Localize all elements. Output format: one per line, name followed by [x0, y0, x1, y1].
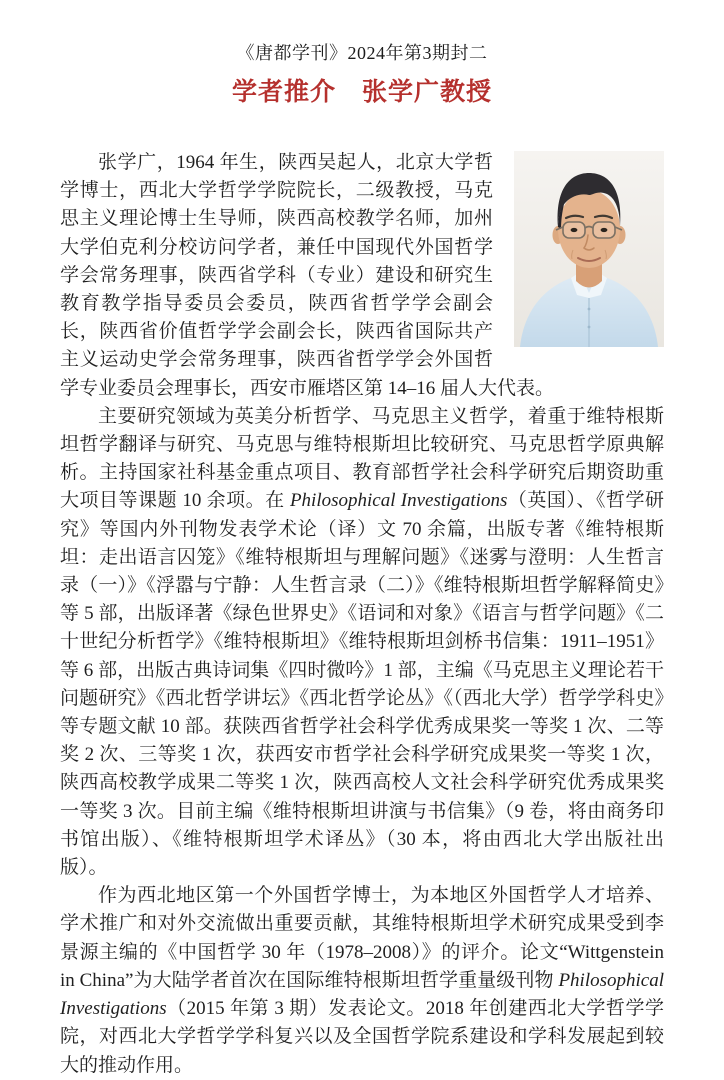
journal-name-italic: Philosophical Investigations: [289, 490, 508, 512]
text-run: 主要研究领域为英美分析哲学、马克思主义哲学，着重于维特根斯坦哲学翻译与研究、马克思与维特根斯坦比较研究、马克思哲学原典解析。主持国家社科基金重点项目、教育部哲学社会科学研究后期资助重大项目等课题 10 余项。在: [60, 405, 664, 512]
text-run: （英国）、《哲学研究》等国内外刊物发表学术论（译）文 70 余篇，出版专著《维特根斯坦：走出语言囚笼》《维特根斯坦与理解问题》《迷雾与澄明：人生哲言录（一）》《浮嚣与宁静：人生哲言录（二）》《维特根斯坦哲学解释简史》等 5 部，出版译著《绿色世界史》《语词和对象》《语言与哲学问题》《二十世纪分析哲学》《维特根斯坦》《维特根斯坦剑桥书信集：1911–1951》等 6 部，出版古典诗词集《四时微吟》1 部，主编《马克思主义理论若干问题研究》《西北哲学讲坛》《西北哲学论丛》《（西北大学）哲学学科史》等专题文献 10 部。获陕西省哲学社会科学优秀成果奖一等奖 1 次、二等奖 2 次、三等奖 1 次，获西安市哲学社会科学研究成果奖一等奖 1 次，陕西高校教学成果二等奖 1 次，陕西高校人文社会科学研究优秀成果奖一等奖 3 次。目前主编《维特根斯坦讲演与书信集》（9 卷，将由商务印书馆出版）、《维特根斯坦学术译丛》（30 本，将由西北大学出版社出版）。: [60, 490, 664, 879]
text-run: （2015 年第 3 期）发表论文。2018 年创建西北大学哲学学院，对西北大学哲学学科复兴以及全国哲学院系建设和学科发展起到较大的推动作用。: [60, 998, 664, 1076]
paragraph-3: [60, 882, 664, 1079]
text-run: 张学广，1964 年生，陕西吴起人，北京大学哲学博士，西北大学哲学学院院长，二级教授，马克思主义理论博士生导师，陕西高校教学名师，加州大学伯克利分校访问学者，兼任中国现代外国哲学学会常务理事，陕西省学科（专业）建设和研究生教育教学指导委员会委员，陕西省哲学学会副会长，陕西省价值哲学学会副会长，陕西省国际共产主义运动史学会常务理事，陕西省哲学学会外国哲学专业委员会理事长，西安市雁塔区第 14–16 届人大代表。: [60, 152, 555, 399]
text-run: 作为西北地区第一个外国哲学博士，为本地区外国哲学人才培养、学术推广和对外交流做出重要贡献，其维特根斯坦学术研究成果受到李景源主编的《中国哲学 30 年（1978–2008）》的评介。论文“Wittgenstein in China”为大陆学者首次在国际维特根斯坦哲学重量级刊物: [60, 885, 664, 991]
portrait-graphic: [514, 151, 664, 347]
page-title: 学者推介 张学广教授: [231, 79, 492, 106]
journal-name-italic: Philosophical Investigations: [60, 969, 664, 1020]
professor-portrait-photo: [514, 151, 664, 347]
article-body: [60, 149, 664, 1080]
paragraph-2: [60, 403, 664, 882]
journal-issue-header: 《唐都学刊》2024年第3期封二: [236, 43, 488, 63]
